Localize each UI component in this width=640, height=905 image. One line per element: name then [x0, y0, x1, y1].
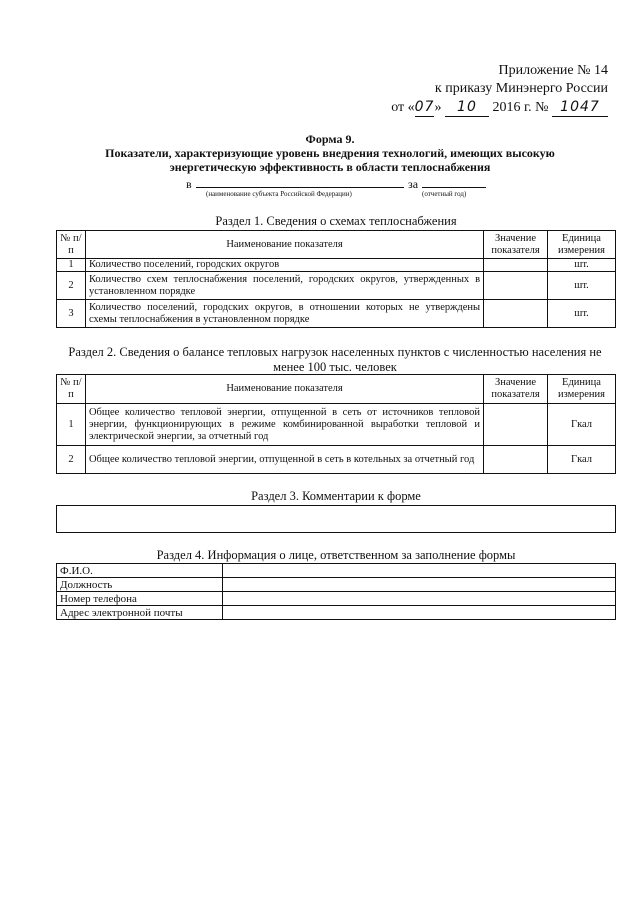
contact-label: Должность	[57, 578, 223, 592]
contact-value[interactable]	[222, 592, 615, 606]
annex-day: 07	[414, 99, 435, 115]
table-row	[57, 606, 616, 620]
comment-box[interactable]	[56, 505, 616, 533]
annex-month: 10	[445, 98, 489, 117]
row-num: 1	[57, 404, 86, 446]
table-row	[57, 446, 616, 474]
table-row	[57, 564, 616, 578]
s2-header-name: Наименование показателя	[85, 375, 483, 404]
table-row	[57, 259, 616, 272]
section4-title: Раздел 4. Информация о лице, ответственном за заполнение формы	[156, 548, 516, 562]
section3-title: Раздел 3. Комментарии к форме	[251, 489, 421, 503]
s1-header-num: № п/п	[57, 231, 86, 259]
row-value[interactable]	[484, 446, 548, 474]
contact-label: Адрес электронной почты	[57, 606, 223, 620]
annex-date-mid: »	[434, 100, 445, 115]
row-num: 1	[57, 259, 86, 272]
row-unit: Гкал	[548, 446, 616, 474]
section2-title: Раздел 2. Сведения о балансе тепловых нагрузок населенных пунктов с численностью населения не менее 100 тыс. человек	[68, 345, 602, 374]
period-hint: (отчетный год)	[422, 190, 467, 198]
table-row	[57, 578, 616, 592]
s2-header-unit: Единица измерения	[548, 375, 616, 404]
table-row	[57, 272, 616, 300]
subject-input-line[interactable]	[196, 187, 404, 188]
row-unit: шт.	[548, 300, 616, 328]
annex-line-3	[391, 98, 608, 117]
row-value[interactable]	[484, 272, 548, 300]
contact-value[interactable]	[222, 564, 615, 578]
row-name: Количество схем теплоснабжения поселений, городских округов, утвержденных в установленном порядке	[85, 272, 483, 300]
table-row	[57, 592, 616, 606]
row-name: Общее количество тепловой энергии, отпущенной в сеть от источников тепловой энергии, функционирующих в режиме комбинированной выработки тепловой и электрической энергии, за отчетный год	[85, 404, 483, 446]
row-value[interactable]	[484, 404, 548, 446]
section1-table	[56, 230, 616, 328]
contact-value[interactable]	[222, 606, 615, 620]
s2-header-num: № п/п	[57, 375, 86, 404]
annex-year: 2016 г. №	[492, 100, 549, 115]
row-name: Количество поселений, городских округов, в отношении которых не утверждены схемы теплоснабжения в установленном порядке	[85, 300, 483, 328]
row-value[interactable]	[484, 300, 548, 328]
annex-block	[391, 62, 608, 117]
subject-line	[60, 177, 600, 198]
row-num: 2	[57, 446, 86, 474]
row-name: Количество поселений, городских округов	[85, 259, 483, 272]
row-name: Общее количество тепловой энергии, отпущенной в сеть в котельных за отчетный год	[85, 446, 483, 474]
row-num: 2	[57, 272, 86, 300]
annex-number: 1047	[552, 98, 608, 117]
row-unit: Гкал	[548, 404, 616, 446]
in-label: в	[186, 177, 192, 191]
row-unit: шт.	[548, 272, 616, 300]
form-title: Показатели, характеризующие уровень внедрения технологий, имеющих высокую энергетическую эффективность в области теплоснабжения	[105, 146, 555, 174]
subject-hint: (наименование субъекта Российской Федерации)	[206, 190, 352, 198]
section1-title: Раздел 1. Сведения о схемах теплоснабжения	[215, 214, 457, 228]
annex-date-prefix: от «	[391, 100, 415, 115]
s2-header-value: Значение показателя	[484, 375, 548, 404]
contact-label: Номер телефона	[57, 592, 223, 606]
s1-header-value: Значение показателя	[484, 231, 548, 259]
row-num: 3	[57, 300, 86, 328]
contact-label: Ф.И.О.	[57, 564, 223, 578]
period-input-line[interactable]	[422, 187, 486, 188]
table-row	[57, 300, 616, 328]
annex-line-2: к приказу Минэнерго России	[434, 81, 608, 96]
contact-value[interactable]	[222, 578, 615, 592]
row-value[interactable]	[484, 259, 548, 272]
section4-table	[56, 563, 616, 620]
s1-header-unit: Единица измерения	[548, 231, 616, 259]
s1-header-name: Наименование показателя	[85, 231, 483, 259]
for-label: за	[408, 177, 419, 191]
form-heading	[60, 132, 600, 174]
row-unit: шт.	[548, 259, 616, 272]
table-row	[57, 404, 616, 446]
form-number: Форма 9.	[305, 132, 355, 146]
annex-line-1: Приложение № 14	[498, 63, 608, 78]
section2-table	[56, 374, 616, 474]
